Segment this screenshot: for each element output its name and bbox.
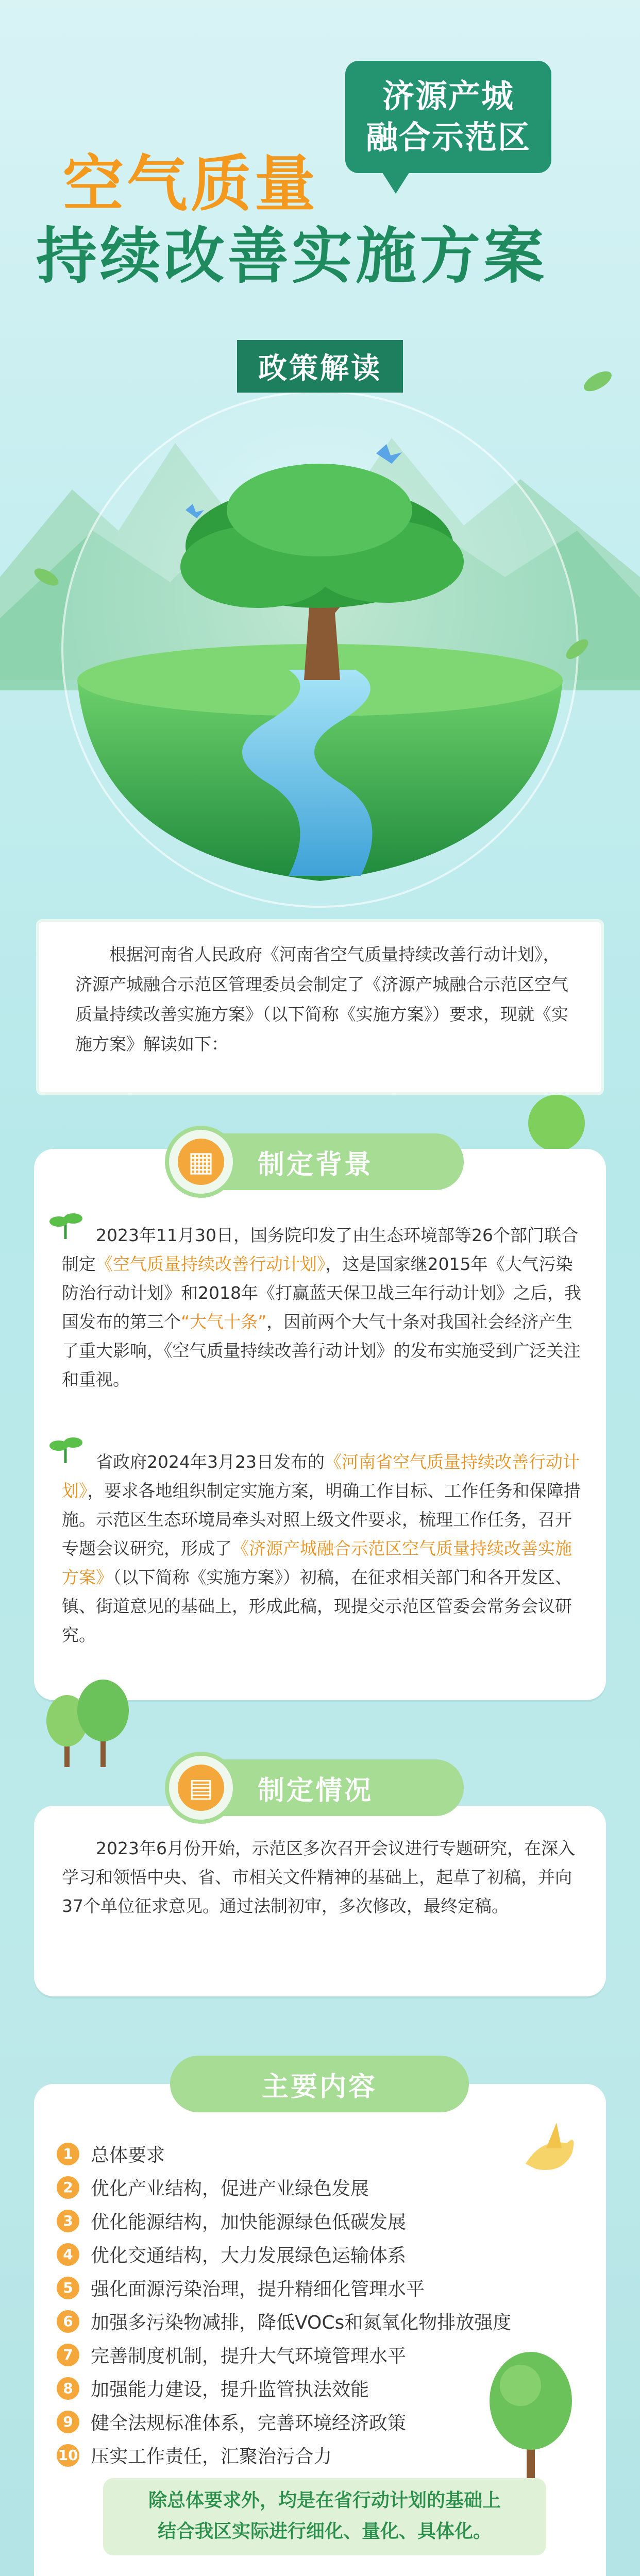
list-item bbox=[57, 2174, 369, 2200]
item-number: 10 bbox=[57, 2444, 79, 2467]
item-number: 2 bbox=[57, 2176, 79, 2199]
bg-p1-a: 2023年11月30日，国务院印发了由生态环境部等26个部门联合制定 bbox=[62, 1225, 578, 1274]
item-text: 加强多污染物减排，降低VOCs和氮氧化物排放强度 bbox=[91, 2312, 512, 2333]
policy-tag: 政策解读 bbox=[237, 340, 403, 393]
situation-icon bbox=[165, 1752, 237, 1824]
item-number: 7 bbox=[57, 2344, 79, 2366]
brand-line2: 融合示范区 bbox=[365, 118, 531, 156]
background-icon bbox=[165, 1126, 237, 1198]
title-line1: 空气质量 bbox=[63, 148, 319, 219]
item-number: 3 bbox=[57, 2210, 79, 2232]
item-text: 优化能源结构，加快能源绿色低碳发展 bbox=[91, 2212, 407, 2233]
list-item bbox=[57, 2308, 511, 2334]
situation-text: 2023年6月份开始，示范区多次召开会议进行专题研究，在深入学习和领悟中央、省、市相关文件精神的基础上，起草了初稿，并向37个单位征求意见。通过法制初审，多次修改，最终定稿。 bbox=[62, 1838, 575, 1916]
item-number: 4 bbox=[57, 2243, 79, 2266]
bird-icon bbox=[515, 2117, 582, 2184]
situation-title: 制定情况 bbox=[258, 1775, 374, 1806]
bg-p1-highlight2: “大气十条” bbox=[181, 1312, 267, 1332]
bg-p2-b: ，要求各地组织制定实施方案，明确工作目标、工作任务和保障措施。示范区生态环境局牵头对照上级文件要求，梳理工作任务，召开专题会议研究，形成了 bbox=[62, 1481, 581, 1558]
item-number: 8 bbox=[57, 2377, 79, 2400]
background-header bbox=[175, 1133, 464, 1190]
list-item bbox=[57, 2241, 406, 2267]
content-title: 主要内容 bbox=[261, 2071, 377, 2103]
item-number: 9 bbox=[57, 2411, 79, 2433]
list-item bbox=[57, 2208, 406, 2234]
background-para1 bbox=[62, 1221, 582, 1394]
item-text: 强化面源污染治理，提升精细化管理水平 bbox=[91, 2279, 425, 2300]
item-text: 健全法规标准体系，完善环境经济政策 bbox=[91, 2413, 407, 2434]
document-icon: ▤ bbox=[189, 1773, 213, 1803]
bg-p2-c: （以下简称《实施方案》）初稿，在征求相关部门和各开发区、镇、街道意见的基础上，形成此稿，现提交示范区管委会常务会议研究。 bbox=[62, 1567, 572, 1645]
bg-p2-a: 省政府2024年3月23日发布的 bbox=[96, 1452, 325, 1472]
window-icon: ▦ bbox=[188, 1145, 214, 1178]
title-line2: 持续改善实施方案 bbox=[36, 221, 548, 292]
item-text: 完善制度机制，提升大气环境管理水平 bbox=[91, 2346, 407, 2367]
item-text: 加强能力建设，提升监管执法效能 bbox=[91, 2379, 369, 2400]
list-item bbox=[57, 2342, 406, 2368]
item-text: 优化交通结构，大力发展绿色运输体系 bbox=[91, 2245, 407, 2266]
brand-line1: 济源产城 bbox=[382, 77, 514, 115]
tree-icon-2 bbox=[484, 2349, 577, 2478]
intro-card bbox=[39, 922, 601, 1092]
intro-text: 根据河南省人民政府《河南省空气质量持续改善行动计划》，济源产城融合示范区管理委员会制定了《济源产城融合示范区空气质量持续改善实施方案》（以下简称《实施方案》）要求，现就《实施方案》解读如下： bbox=[75, 944, 568, 1054]
bg-p1-b: ，这是国家继2015年《大气污染防治行动计划》和2018年《打赢蓝天保卫战三年行动计划》之后，我国发布的第三个 bbox=[62, 1254, 581, 1332]
bg-p2-highlight1: 《河南省空气质量持续改善行动计划》 bbox=[62, 1452, 580, 1501]
background-title: 制定背景 bbox=[258, 1149, 374, 1180]
item-number: 1 bbox=[57, 2143, 79, 2165]
note-line1: 除总体要求外，均是在省行动计划的基础上 bbox=[148, 2490, 501, 2511]
item-number: 5 bbox=[57, 2277, 79, 2299]
bg-p1-c: ，因前两个大气十条对我国社会经济产生了重大影响，《空气质量持续改善行动计划》的发布实施受到广泛关注和重视。 bbox=[62, 1312, 581, 1389]
item-text: 总体要求 bbox=[91, 2145, 165, 2166]
content-note bbox=[103, 2478, 546, 2555]
item-number: 6 bbox=[57, 2310, 79, 2333]
hero-illustration bbox=[0, 361, 640, 927]
list-item bbox=[57, 2409, 406, 2435]
list-item bbox=[57, 2375, 369, 2401]
content-header bbox=[170, 2056, 469, 2112]
item-text: 优化产业结构，促进产业绿色发展 bbox=[91, 2178, 369, 2199]
list-item bbox=[57, 2442, 332, 2468]
brand-bubble bbox=[345, 61, 551, 173]
situation-header bbox=[175, 1759, 464, 1816]
list-item bbox=[57, 2275, 425, 2301]
background-para2 bbox=[62, 1448, 582, 1650]
trees-icon bbox=[36, 1680, 134, 1767]
item-text: 压实工作责任，汇聚治污合力 bbox=[91, 2446, 332, 2467]
list-item bbox=[57, 2141, 165, 2167]
note-line2: 结合我区实际进行细化、量化、具体化。 bbox=[157, 2521, 492, 2542]
bg-p2-highlight2: 《济源产城融合示范区空气质量持续改善实施方案》 bbox=[62, 1538, 572, 1587]
bg-p1-highlight1: 《空气质量持续改善行动计划》 bbox=[96, 1254, 326, 1274]
